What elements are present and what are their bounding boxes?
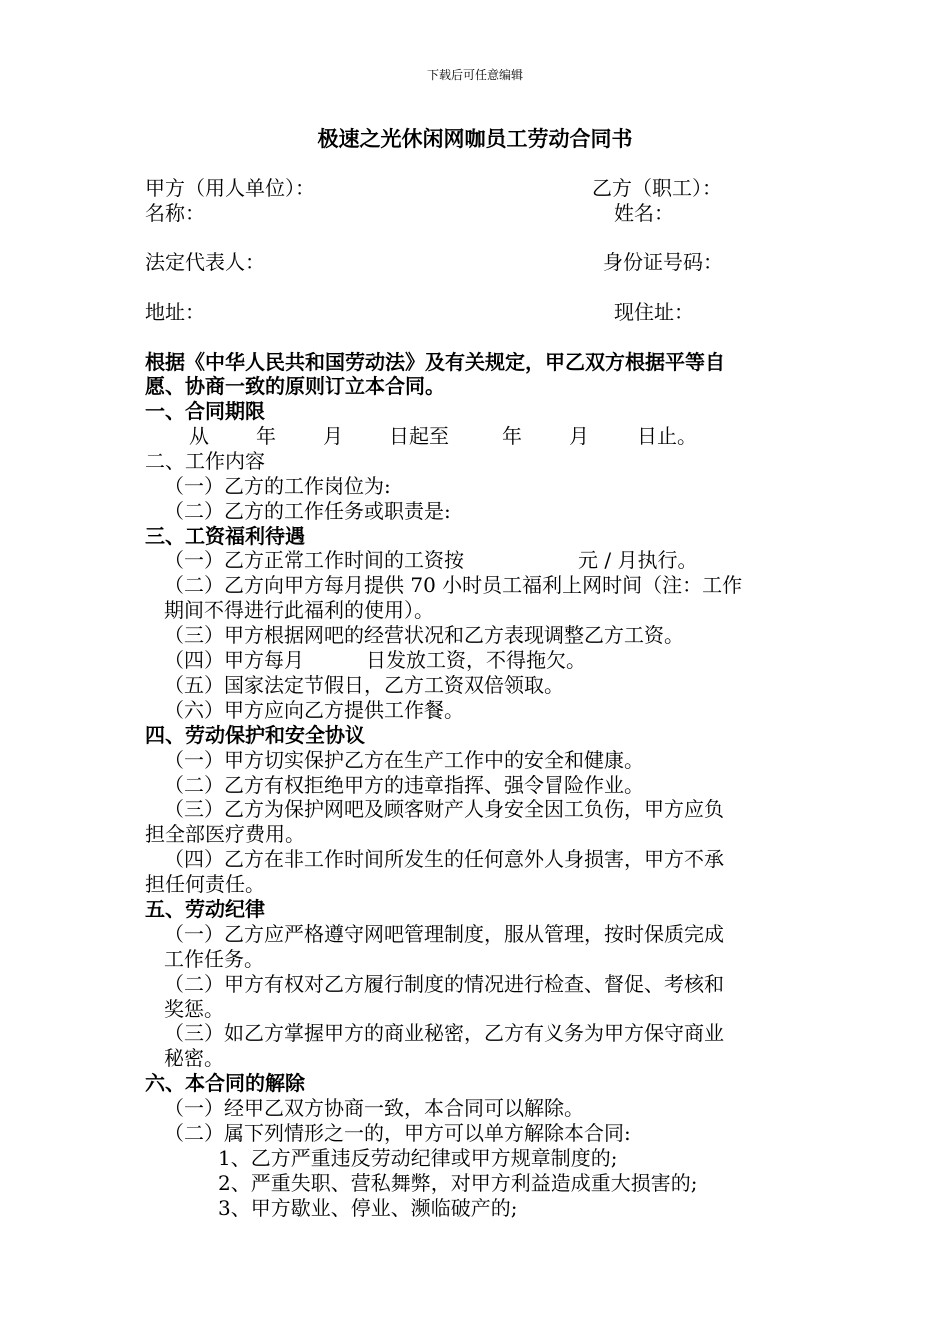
- s3-item-5: （五）国家法定节假日，乙方工资双倍领取。: [164, 673, 564, 697]
- s2-item-2: （二）乙方的工作任务或职责是:: [164, 499, 451, 523]
- section-1-heading: 一、合同期限: [145, 399, 265, 423]
- party-a-label: 甲方（用人单位）：: [145, 176, 315, 200]
- s6-item-1: （一）经甲乙双方协商一致，本合同可以解除。: [164, 1096, 584, 1120]
- term-from: 从: [189, 424, 209, 448]
- term-month-1: 月: [323, 424, 343, 448]
- party-a-address-label: 地址：: [145, 300, 205, 324]
- intro-line-2: 愿、协商一致的原则订立本合同。: [145, 374, 445, 398]
- s3-item-3: （三）甲方根据网吧的经营状况和乙方表现调整乙方工资。: [164, 623, 684, 647]
- term-year-1: 年: [256, 424, 276, 448]
- s5-item-3a: （三）如乙方掌握甲方的商业秘密，乙方有义务为甲方保守商业: [164, 1021, 724, 1045]
- party-a-name-label: 名称：: [145, 201, 205, 225]
- s5-item-3b: 秘密。: [164, 1046, 224, 1070]
- s5-item-2b: 奖惩。: [164, 997, 224, 1021]
- term-day-end: 日止。: [637, 424, 697, 448]
- s5-item-1a: （一）乙方应严格遵守网吧管理制度，服从管理，按时保质完成: [164, 922, 724, 946]
- header-note: 下载后可任意编辑: [426, 68, 523, 82]
- intro-line-1: 根据《中华人民共和国劳动法》及有关规定，甲乙双方根据平等自: [145, 350, 725, 374]
- s3-item-1b: 元 / 月执行。: [578, 548, 698, 572]
- s3-item-4a: （四）甲方每月: [164, 648, 304, 672]
- section-4-heading: 四、劳动保护和安全协议: [145, 723, 365, 747]
- s4-item-1: （一）甲方切实保护乙方在生产工作中的安全和健康。: [164, 748, 644, 772]
- s5-item-1b: 工作任务。: [164, 947, 264, 971]
- s6-sub-1: 1、乙方严重违反劳动纪律或甲方规章制度的;: [218, 1146, 618, 1170]
- term-day-from-to: 日起至: [389, 424, 449, 448]
- s3-item-4b: 日发放工资，不得拖欠。: [366, 648, 586, 672]
- s5-item-2a: （二）甲方有权对乙方履行制度的情况进行检查、督促、考核和: [164, 972, 724, 996]
- term-year-2: 年: [502, 424, 522, 448]
- s4-item-3b: 担全部医疗费用。: [145, 822, 305, 846]
- party-b-label: 乙方（职工）：: [592, 176, 722, 200]
- s3-item-2a: （二）乙方向甲方每月提供 70 小时员工福利上网时间（注：工作: [164, 573, 743, 597]
- s3-item-6: （六）甲方应向乙方提供工作餐。: [164, 698, 464, 722]
- section-2-heading: 二、工作内容: [145, 449, 265, 473]
- s6-item-2: （二）属下列情形之一的，甲方可以单方解除本合同:: [164, 1121, 631, 1145]
- s3-item-2b: 期间不得进行此福利的使用）。: [164, 598, 434, 622]
- s3-item-1a: （一）乙方正常工作时间的工资按: [164, 548, 464, 572]
- party-b-id-label: 身份证号码：: [603, 250, 723, 274]
- s4-item-3a: （三）乙方为保护网吧及顾客财产人身安全因工负伤，甲方应负: [164, 797, 724, 821]
- s4-item-4b: 担任何责任。: [145, 872, 265, 896]
- s6-sub-2: 2、严重失职、营私舞弊，对甲方利益造成重大损害的;: [218, 1171, 698, 1195]
- section-6-heading: 六、本合同的解除: [145, 1071, 305, 1095]
- party-a-rep-label: 法定代表人：: [145, 250, 265, 274]
- s4-item-2: （二）乙方有权拒绝甲方的违章指挥、强令冒险作业。: [164, 773, 644, 797]
- party-b-name-label: 姓名：: [614, 201, 674, 225]
- term-month-2: 月: [569, 424, 589, 448]
- party-b-address-label: 现住址：: [614, 300, 694, 324]
- s4-item-4a: （四）乙方在非工作时间所发生的任何意外人身损害，甲方不承: [164, 847, 724, 871]
- s6-sub-3: 3、甲方歇业、停业、濒临破产的;: [218, 1196, 518, 1220]
- section-3-heading: 三、工资福利待遇: [145, 524, 305, 548]
- section-5-heading: 五、劳动纪律: [145, 897, 265, 921]
- document-title: 极速之光休闲网咖员工劳动合同书: [317, 126, 633, 151]
- s2-item-1: （一）乙方的工作岗位为:: [164, 474, 391, 498]
